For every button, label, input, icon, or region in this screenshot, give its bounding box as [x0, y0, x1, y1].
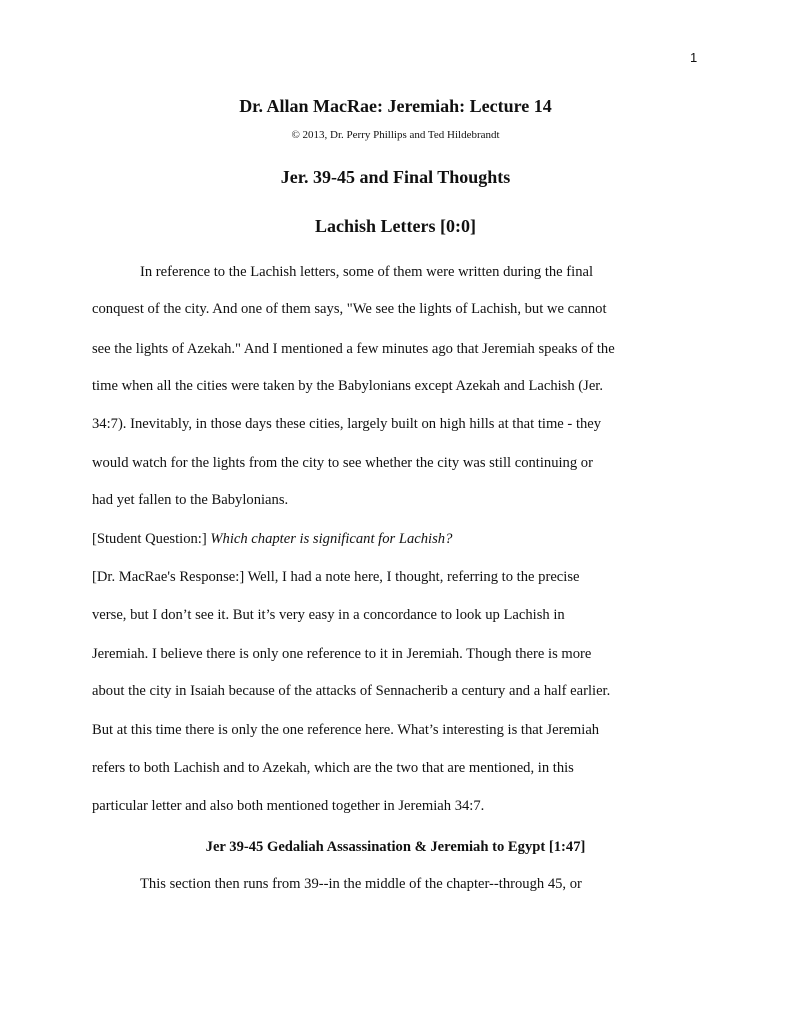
- paragraph-line: would watch for the lights from the city to see whether the city was still continuing or: [92, 455, 593, 471]
- question-label: [Student Question:]: [92, 531, 211, 547]
- student-question: [92, 531, 452, 548]
- response-line: about the city in Isaiah because of the attacks of Sennacherib a century and a half earlier.: [92, 683, 611, 699]
- section-heading-gedaliah: Jer 39-45 Gedaliah Assassination & Jeremiah to Egypt [1:47]: [205, 839, 586, 855]
- response-line: But at this time there is only the one reference here. What’s interesting is that Jeremiah: [92, 722, 600, 738]
- page-number: 1: [690, 50, 698, 65]
- section-heading-lachish: Lachish Letters [0:0]: [315, 216, 476, 236]
- response-line: Jeremiah. I believe there is only one reference to it in Jeremiah. Though there is more: [92, 646, 592, 662]
- paragraph-line: had yet fallen to the Babylonians.: [92, 492, 289, 508]
- response-line: [Dr. MacRae's Response:] Well, I had a note here, I thought, referring to the precise: [92, 569, 580, 585]
- paragraph-line: time when all the cities were taken by the Babylonians except Azekah and Lachish (Jer.: [92, 378, 604, 394]
- copyright-line: © 2013, Dr. Perry Phillips and Ted Hildebrandt: [291, 129, 500, 141]
- paragraph-line: see the lights of Azekah." And I mentioned a few minutes ago that Jeremiah speaks of the: [92, 341, 615, 357]
- paragraph-line: conquest of the city. And one of them says, "We see the lights of Lachish, but we cannot: [92, 301, 607, 317]
- response-line: refers to both Lachish and to Azekah, which are the two that are mentioned, in this: [92, 760, 574, 776]
- paragraph-line: In reference to the Lachish letters, some of them were written during the final: [140, 264, 594, 280]
- paragraph-line: This section then runs from 39--in the middle of the chapter--through 45, or: [140, 876, 582, 892]
- response-line: particular letter and also both mentioned together in Jeremiah 34:7.: [92, 798, 485, 814]
- question-text: Which chapter is significant for Lachish?: [210, 531, 453, 547]
- response-line: verse, but I don’t see it. But it’s very easy in a concordance to look up Lachish in: [92, 607, 565, 623]
- paragraph-line: 34:7). Inevitably, in those days these cities, largely built on high hills at that time - they: [92, 416, 602, 432]
- document-title: Dr. Allan MacRae: Jeremiah: Lecture 14: [239, 96, 552, 116]
- document-subtitle: Jer. 39-45 and Final Thoughts: [280, 167, 511, 187]
